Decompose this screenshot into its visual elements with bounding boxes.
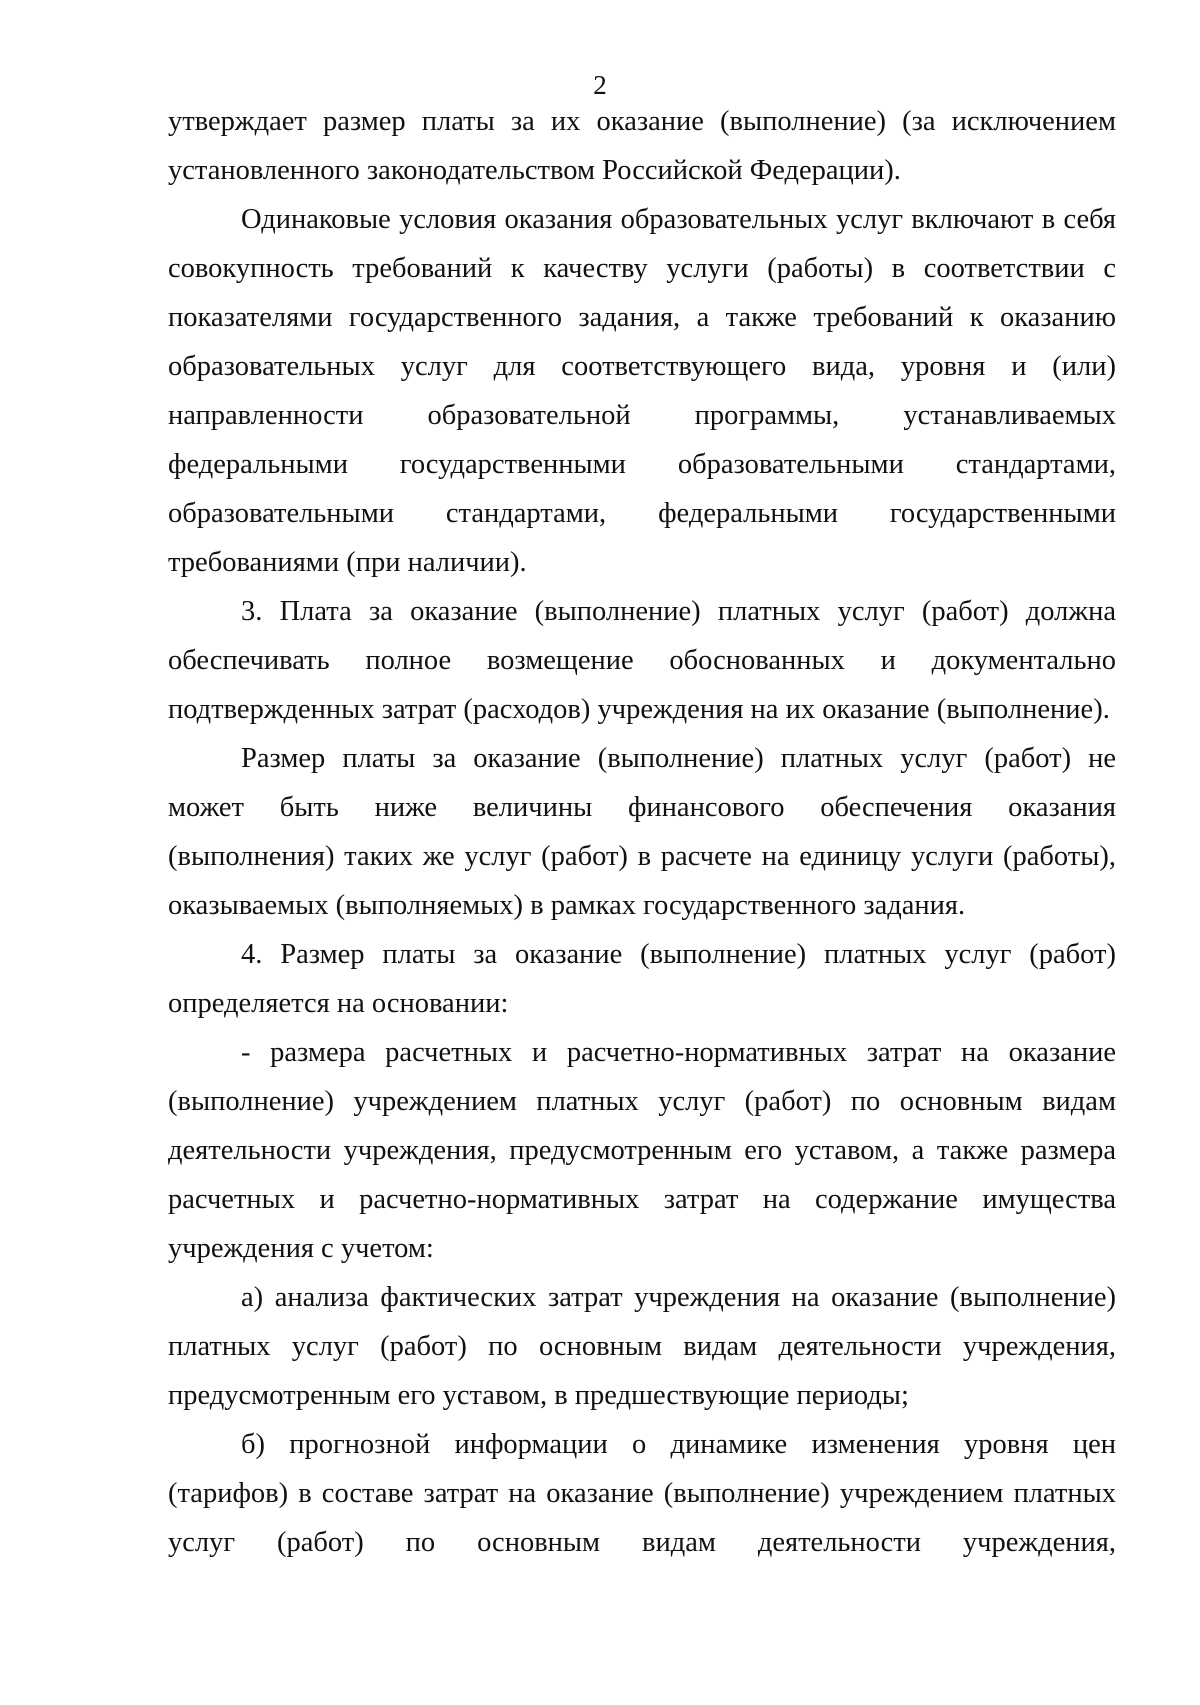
paragraph-continuation: утверждает размер платы за их оказание (выполнение) (за исключением установленного законодательством Российской Федерации). [168,106,1116,186]
paragraph-calculated-costs: - размера расчетных и расчетно-нормативных затрат на оказание (выполнение) учреждением платных услуг (работ) по основным видам деятельности учреждения, предусмотренным его уставом, а также размера расчетных и расчетно-нормативных затрат на содержание имущества учреждения с учетом: [168,1037,1116,1264]
paragraph-item-3: 3. Плата за оказание (выполнение) платных услуг (работ) должна обеспечивать полное возмещение обоснованных и документально подтвержденных затрат (расходов) учреждения на их оказание (выполнение). [168,596,1116,725]
paragraph-equal-conditions: Одинаковые условия оказания образовательных услуг включают в себя совокупность требований к качеству услуги (работы) в соответствии с показателями государственного задания, а также требований к оказанию образовательных услуг для соответствующего вида, уровня и (или) направленности образовательной программы, устанавливаемых федеральными государственными образовательными стандартами, образовательными стандартами, федеральными государственными требованиями (при наличии). [168,204,1116,578]
paragraph-subitem-b: б) прогнозной информации о динамике изменения уровня цен (тарифов) в составе затрат на оказание (выполнение) учреждением платных услуг (работ) по основным видам деятельности учреждения, [168,1429,1116,1558]
paragraph-subitem-a: а) анализа фактических затрат учреждения на оказание (выполнение) платных услуг (работ) по основным видам деятельности учреждения, предусмотренным его уставом, в предшествующие периоды; [168,1282,1116,1411]
paragraph-fee-minimum: Размер платы за оказание (выполнение) платных услуг (работ) не может быть ниже величины финансового обеспечения оказания (выполнения) таких же услуг (работ) в расчете на единицу услуги (работы), оказываемых (выполняемых) в рамках государственного задания. [168,743,1116,921]
page-number: 2 [593,70,607,100]
document-body [168,97,1116,1567]
paragraph-item-4: 4. Размер платы за оказание (выполнение) платных услуг (работ) определяется на основании: [168,939,1116,1019]
